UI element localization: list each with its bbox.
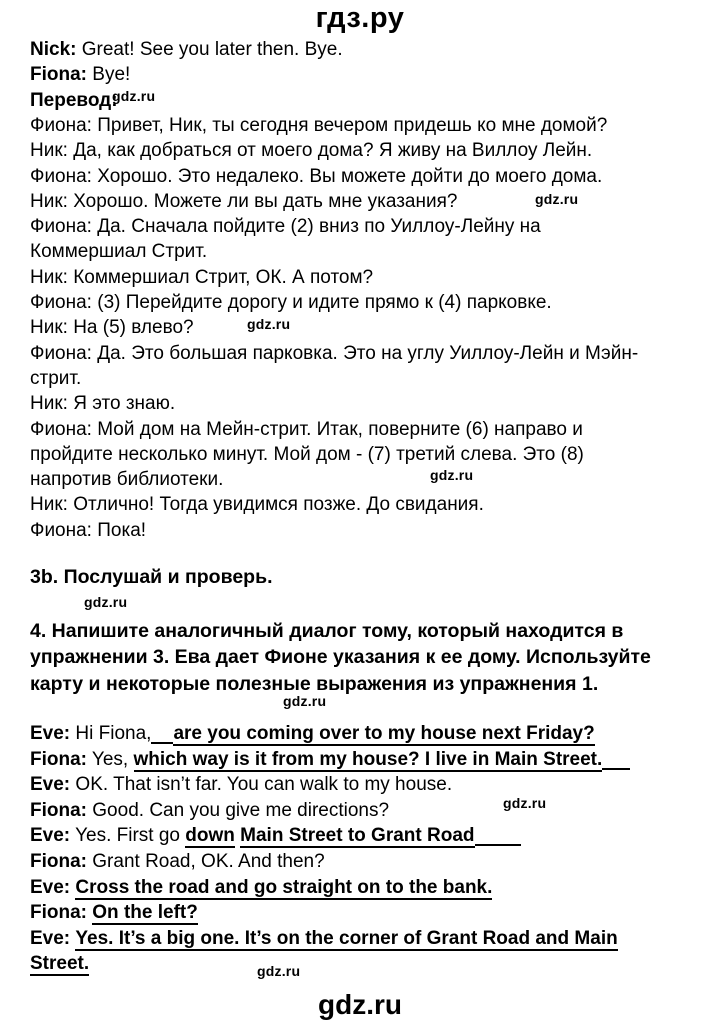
speaker-name: Fiona: (30, 850, 87, 872)
dialogue-text: Good. Can you give me directions? (87, 799, 390, 821)
dialogue-text: Hi Fiona, (70, 723, 152, 744)
task-4-text (30, 618, 651, 697)
translation-line: Ник: На (5) влево? (30, 317, 194, 339)
translation-line: пройдите несколько минут. Мой дом - (7) третий слева. Это (8) (30, 443, 584, 465)
translation-line: Ник: Да, как добраться от моего дома? Я живу на Виллоу Лейн. (30, 140, 593, 162)
intro-line (30, 37, 343, 62)
dialogue-text: Bye! (87, 64, 131, 86)
dialogue-line (30, 951, 630, 977)
dialogue-text: Main Street to Grant Road (240, 825, 475, 847)
translation-line: напротив библиотеки. (30, 469, 224, 491)
dialogue-line (30, 875, 630, 901)
translation-line: Ник: Хорошо. Можете ли вы дать мне указания? (30, 190, 458, 212)
translation-label (30, 88, 343, 113)
translation-line: Фиона: Да. Сначала пойдите (2) вниз по Уиллоу-Лейну на (30, 216, 541, 238)
dialogue-text: Yes. It’s a big one. It’s on the corner of Grant Road and Main (75, 927, 618, 949)
blank-underline (602, 749, 630, 770)
translation-line: стрит. (30, 367, 82, 389)
translation-line: Фиона: Привет, Ник, ты сегодня вечером придешь ко мне домой? (30, 115, 608, 136)
intro-line (30, 62, 343, 87)
dialogue-line (30, 926, 630, 952)
gdz-watermark: gdz.ru (247, 316, 291, 332)
speaker-name: Fiona: (30, 902, 87, 924)
translation-line: Фиона: Да. Это большая парковка. Это на углу Уиллоу-Лейн и Мэйн- (30, 342, 639, 364)
dialogue-text: OK. That isn’t far. You can walk to my house. (70, 774, 453, 796)
dialogue-text: Yes. First go (70, 825, 186, 847)
blank-underline (151, 723, 173, 744)
dialogue-line (30, 721, 630, 747)
intro-dialogue (30, 37, 343, 113)
speaker-name: Fiona: (30, 799, 87, 821)
gdz-watermark: gdz.ru (535, 191, 579, 207)
gdz-watermark: gdz.ru (112, 88, 156, 104)
task-4-line: упражнении 3. Ева дает Фионе указания к ее дому. Используйте (30, 646, 651, 669)
speaker-name: Перевод: (30, 89, 118, 111)
dialogue-text: which way is it from my house? I live in Main Street. (133, 748, 603, 770)
speaker-name: Eve: (30, 876, 71, 898)
translation-line: Ник: Я это знаю. (30, 393, 176, 415)
translation-line: Ник: Отлично! Тогда увидимся позже. До свидания. (30, 494, 484, 516)
speaker-name: Eve: (30, 927, 71, 949)
translation-line: Фиона: Пока! (30, 519, 147, 541)
task-4-line: 4. Напишите аналогичный диалог тому, который находится в (30, 620, 624, 642)
dialogue-text: Yes, (87, 748, 134, 770)
dialogue-text: Grant Road, OK. And then? (87, 850, 325, 872)
task-4-line: карту и некоторые полезные выражения из упражнения 1. (30, 672, 599, 695)
blank-underline (475, 825, 521, 846)
dialogue-text: down (185, 825, 235, 847)
footer-logo: gdz.ru (318, 989, 402, 1020)
dialogue-line (30, 849, 630, 875)
translation-line: Фиона: (3) Перейдите дорогу и идите прямо к (4) парковке. (30, 292, 552, 314)
translation-line: Фиона: Мой дом на Мейн-стрит. Итак, поверните (6) направо и (30, 418, 583, 440)
section-3b-title: 3b. Послушай и проверь. (30, 566, 273, 588)
speaker-name: Fiona: (30, 64, 87, 86)
dialogue-text: On the left? (92, 902, 198, 924)
translation-line: Фиона: Хорошо. Это недалеко. Вы можете дойти до моего дома. (30, 165, 603, 187)
translation-line: Ник: Коммершиал Стрит, ОК. А потом? (30, 266, 374, 288)
gdz-watermark: gdz.ru (257, 963, 301, 979)
speaker-name: Eve: (30, 774, 71, 796)
dialogue-line (30, 823, 630, 849)
dialogue-text: Cross the road and go straight on to the bank. (75, 876, 493, 898)
dialogue-text: are you coming over to my house next Friday? (173, 723, 595, 744)
translation-block (30, 113, 638, 543)
dialogue-line (30, 747, 630, 773)
dialogue-text: Great! See you later then. Bye. (76, 39, 343, 60)
speaker-name: Eve: (30, 723, 71, 744)
dialogue-line (30, 900, 630, 926)
english-dialogue (30, 721, 630, 977)
speaker-name: Fiona: (30, 748, 87, 770)
dialogue-text: Street. (30, 953, 90, 975)
gdz-watermark: gdz.ru (283, 693, 327, 709)
gdz-watermark: gdz.ru (84, 594, 128, 610)
gdz-watermark: gdz.ru (503, 795, 547, 811)
speaker-name: Nick: (30, 39, 77, 60)
translation-line: Коммершиал Стрит. (30, 241, 208, 263)
site-title: гдз.ру (315, 2, 405, 34)
dialogue-line (30, 772, 630, 798)
gdz-watermark: gdz.ru (430, 467, 474, 483)
speaker-name: Eve: (30, 825, 71, 847)
